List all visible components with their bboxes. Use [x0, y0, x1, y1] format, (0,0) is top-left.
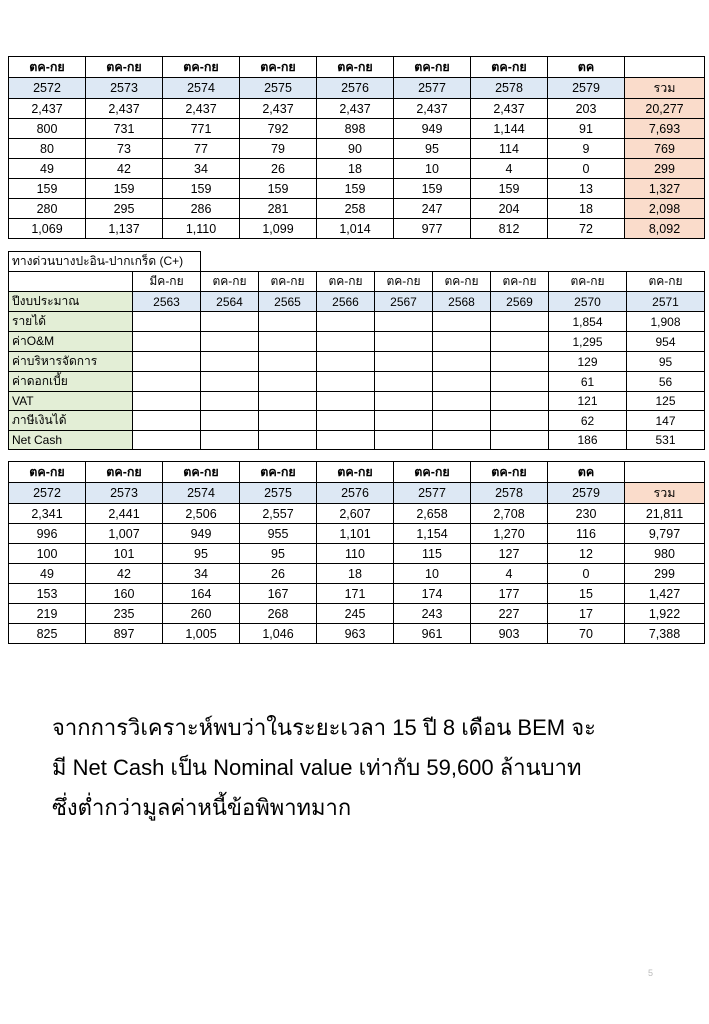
- value-cell: [259, 372, 317, 392]
- value-cell: 62: [549, 411, 627, 431]
- value-cell: 12: [548, 544, 625, 564]
- value-cell: [133, 352, 201, 372]
- column-header: ตค: [548, 462, 625, 483]
- value-cell: [491, 372, 549, 392]
- value-cell: 2,441: [86, 504, 163, 524]
- table-row: [9, 139, 705, 159]
- value-cell: 159: [86, 179, 163, 199]
- value-cell: 110: [317, 544, 394, 564]
- value-cell: 10: [394, 159, 471, 179]
- table-row: [9, 392, 705, 411]
- total-cell: 2,098: [625, 199, 705, 219]
- value-cell: 167: [240, 584, 317, 604]
- value-cell: 771: [163, 119, 240, 139]
- value-cell: 245: [317, 604, 394, 624]
- value-cell: [375, 332, 433, 352]
- total-cell: 1,922: [625, 604, 705, 624]
- value-cell: 1,144: [471, 119, 548, 139]
- value-cell: 127: [471, 544, 548, 564]
- table-row: [9, 372, 705, 392]
- value-cell: 9: [548, 139, 625, 159]
- year-cell: 2563: [133, 292, 201, 312]
- value-cell: 159: [317, 179, 394, 199]
- value-cell: 2,658: [394, 504, 471, 524]
- value-cell: 227: [471, 604, 548, 624]
- year-cell: 2568: [433, 292, 491, 312]
- value-cell: 812: [471, 219, 548, 239]
- table-row: [9, 544, 705, 564]
- value-cell: 4: [471, 564, 548, 584]
- value-cell: 2,437: [163, 99, 240, 119]
- value-cell: 1,007: [86, 524, 163, 544]
- value-cell: 61: [549, 372, 627, 392]
- table-row: [9, 604, 705, 624]
- column-header: ตค-กย: [9, 57, 86, 78]
- value-cell: 10: [394, 564, 471, 584]
- column-header: ตค-กย: [259, 272, 317, 292]
- column-header: ตค-กย: [471, 57, 548, 78]
- year-cell: 2572: [9, 483, 86, 504]
- value-cell: [433, 312, 491, 332]
- column-header: ตค-กย: [86, 57, 163, 78]
- value-cell: 121: [549, 392, 627, 411]
- row-label: รายได้: [9, 312, 133, 332]
- value-cell: 13: [548, 179, 625, 199]
- value-cell: 1,137: [86, 219, 163, 239]
- value-cell: [491, 332, 549, 352]
- value-cell: [133, 431, 201, 450]
- value-cell: [433, 392, 491, 411]
- row-label: ปีงบประมาณ: [9, 292, 133, 312]
- year-cell: 2578: [471, 483, 548, 504]
- value-cell: [201, 332, 259, 352]
- table-row: [9, 219, 705, 239]
- value-cell: 230: [548, 504, 625, 524]
- value-cell: [201, 312, 259, 332]
- table-row: [9, 179, 705, 199]
- total-header: รวม: [625, 78, 705, 99]
- column-header: ตค-กย: [240, 57, 317, 78]
- value-cell: 26: [240, 159, 317, 179]
- paragraph-line: ซึ่งต่ำกว่ามูลค่าหนี้ข้อพิพาทมาก: [52, 795, 352, 820]
- total-cell: 299: [625, 564, 705, 584]
- value-cell: [433, 431, 491, 450]
- value-cell: 996: [9, 524, 86, 544]
- value-cell: 77: [163, 139, 240, 159]
- value-cell: 258: [317, 199, 394, 219]
- column-header: ตค-กย: [394, 462, 471, 483]
- value-cell: 963: [317, 624, 394, 644]
- header-row: [9, 462, 705, 483]
- column-header: ตค-กย: [375, 272, 433, 292]
- value-cell: 42: [86, 564, 163, 584]
- value-cell: 2,437: [317, 99, 394, 119]
- column-header: [625, 462, 705, 483]
- table-row: [9, 411, 705, 431]
- total-cell: 1,327: [625, 179, 705, 199]
- total-cell: 980: [625, 544, 705, 564]
- value-cell: 15: [548, 584, 625, 604]
- value-cell: 2,506: [163, 504, 240, 524]
- value-cell: 1,069: [9, 219, 86, 239]
- value-cell: [133, 372, 201, 392]
- value-cell: 949: [163, 524, 240, 544]
- value-cell: 949: [394, 119, 471, 139]
- value-cell: 898: [317, 119, 394, 139]
- column-header: ตค-กย: [86, 462, 163, 483]
- year-cell: 2572: [9, 78, 86, 99]
- year-cell: 2564: [201, 292, 259, 312]
- value-cell: 90: [317, 139, 394, 159]
- value-cell: 174: [394, 584, 471, 604]
- blank-cell: [549, 252, 627, 272]
- blank-cell: [433, 252, 491, 272]
- value-cell: 2,437: [9, 99, 86, 119]
- value-cell: [317, 372, 375, 392]
- column-header: ตค: [548, 57, 625, 78]
- value-cell: 731: [86, 119, 163, 139]
- value-cell: 2,437: [240, 99, 317, 119]
- year-cell: 2567: [375, 292, 433, 312]
- table-row: [9, 504, 705, 524]
- table-row: [9, 564, 705, 584]
- value-cell: 56: [627, 372, 705, 392]
- value-cell: 115: [394, 544, 471, 564]
- year-cell: 2573: [86, 78, 163, 99]
- table-row: [9, 119, 705, 139]
- value-cell: 243: [394, 604, 471, 624]
- blank-cell: [375, 252, 433, 272]
- value-cell: 1,154: [394, 524, 471, 544]
- table-row: [9, 159, 705, 179]
- value-cell: [259, 352, 317, 372]
- value-cell: [375, 372, 433, 392]
- value-cell: [201, 352, 259, 372]
- value-cell: 114: [471, 139, 548, 159]
- total-cell: 8,092: [625, 219, 705, 239]
- column-header: ตค-กย: [317, 462, 394, 483]
- value-cell: 268: [240, 604, 317, 624]
- total-cell: 20,277: [625, 99, 705, 119]
- value-cell: 0: [548, 564, 625, 584]
- table-row: [9, 99, 705, 119]
- value-cell: [433, 411, 491, 431]
- column-header: [625, 57, 705, 78]
- column-header: ตค-กย: [433, 272, 491, 292]
- value-cell: [317, 431, 375, 450]
- total-cell: 1,427: [625, 584, 705, 604]
- table-row: [9, 312, 705, 332]
- value-cell: 2,341: [9, 504, 86, 524]
- value-cell: 171: [317, 584, 394, 604]
- value-cell: 159: [471, 179, 548, 199]
- value-cell: 159: [240, 179, 317, 199]
- year-cell: 2566: [317, 292, 375, 312]
- value-cell: [317, 411, 375, 431]
- column-header: ตค-กย: [317, 272, 375, 292]
- value-cell: 531: [627, 431, 705, 450]
- value-cell: 1,270: [471, 524, 548, 544]
- value-cell: 116: [548, 524, 625, 544]
- year-cell: 2575: [240, 78, 317, 99]
- year-cell: 2569: [491, 292, 549, 312]
- paragraph-line: จากการวิเคราะห์พบว่าในระยะเวลา 15 ปี 8 เดือน BEM จะ: [52, 715, 596, 740]
- row-label: VAT: [9, 392, 133, 411]
- total-header: รวม: [625, 483, 705, 504]
- blank-cell: [259, 252, 317, 272]
- value-cell: 792: [240, 119, 317, 139]
- value-cell: 235: [86, 604, 163, 624]
- column-header: ตค-กย: [240, 462, 317, 483]
- value-cell: 26: [240, 564, 317, 584]
- value-cell: 18: [317, 159, 394, 179]
- value-cell: 2,437: [86, 99, 163, 119]
- value-cell: 1,110: [163, 219, 240, 239]
- total-cell: 7,388: [625, 624, 705, 644]
- value-cell: 260: [163, 604, 240, 624]
- value-cell: 286: [163, 199, 240, 219]
- value-cell: 977: [394, 219, 471, 239]
- value-cell: 125: [627, 392, 705, 411]
- year-cell: 2578: [471, 78, 548, 99]
- value-cell: 1,099: [240, 219, 317, 239]
- value-cell: 18: [548, 199, 625, 219]
- year-row: [9, 292, 705, 312]
- value-cell: 72: [548, 219, 625, 239]
- value-cell: [375, 352, 433, 372]
- value-cell: [491, 312, 549, 332]
- value-cell: 961: [394, 624, 471, 644]
- value-cell: 91: [548, 119, 625, 139]
- value-cell: [259, 431, 317, 450]
- value-cell: 281: [240, 199, 317, 219]
- column-header: ตค-กย: [549, 272, 627, 292]
- value-cell: 70: [548, 624, 625, 644]
- year-cell: 2574: [163, 483, 240, 504]
- value-cell: [317, 352, 375, 372]
- year-cell: 2571: [627, 292, 705, 312]
- row-label: ภาษีเงินได้: [9, 411, 133, 431]
- data-table-3: [8, 461, 705, 644]
- value-cell: 903: [471, 624, 548, 644]
- value-cell: 95: [163, 544, 240, 564]
- column-header: ตค-กย: [471, 462, 548, 483]
- value-cell: [317, 332, 375, 352]
- value-cell: 295: [86, 199, 163, 219]
- column-header: ตค-กย: [627, 272, 705, 292]
- value-cell: 1,908: [627, 312, 705, 332]
- value-cell: 897: [86, 624, 163, 644]
- column-header: ตค-กย: [163, 57, 240, 78]
- column-header: มีค-กย: [133, 272, 201, 292]
- value-cell: 2,708: [471, 504, 548, 524]
- value-cell: [133, 411, 201, 431]
- value-cell: 825: [9, 624, 86, 644]
- value-cell: 954: [627, 332, 705, 352]
- column-header: ตค-กย: [163, 462, 240, 483]
- table-row: [9, 524, 705, 544]
- value-cell: 280: [9, 199, 86, 219]
- value-cell: 34: [163, 564, 240, 584]
- value-cell: 204: [471, 199, 548, 219]
- value-cell: 1,295: [549, 332, 627, 352]
- table-row: [9, 584, 705, 604]
- value-cell: 800: [9, 119, 86, 139]
- year-row: [9, 483, 705, 504]
- page-number: 5: [647, 968, 653, 978]
- row-label: Net Cash: [9, 431, 133, 450]
- table-row: [9, 332, 705, 352]
- blank-cell: [627, 252, 705, 272]
- column-header: ตค-กย: [491, 272, 549, 292]
- value-cell: [201, 411, 259, 431]
- value-cell: 955: [240, 524, 317, 544]
- value-cell: 203: [548, 99, 625, 119]
- value-cell: 2,437: [471, 99, 548, 119]
- value-cell: [317, 312, 375, 332]
- value-cell: 101: [86, 544, 163, 564]
- value-cell: [201, 372, 259, 392]
- blank-cell: [491, 252, 549, 272]
- value-cell: 49: [9, 159, 86, 179]
- value-cell: [259, 392, 317, 411]
- year-cell: 2579: [548, 483, 625, 504]
- year-cell: 2576: [317, 78, 394, 99]
- paragraph-line: มี Net Cash เป็น Nominal value เท่ากับ 59,600 ล้านบาท: [52, 755, 582, 780]
- value-cell: 18: [317, 564, 394, 584]
- value-cell: 147: [627, 411, 705, 431]
- value-cell: [375, 411, 433, 431]
- header-row: [9, 57, 705, 78]
- blank-cell: [201, 252, 259, 272]
- blank-cell: [317, 252, 375, 272]
- value-cell: 79: [240, 139, 317, 159]
- value-cell: [259, 312, 317, 332]
- year-cell: 2575: [240, 483, 317, 504]
- value-cell: 2,557: [240, 504, 317, 524]
- value-cell: 95: [240, 544, 317, 564]
- blank-cell: [9, 272, 133, 292]
- row-label: ค่าดอกเบี้ย: [9, 372, 133, 392]
- value-cell: 95: [394, 139, 471, 159]
- value-cell: 0: [548, 159, 625, 179]
- value-cell: 2,437: [394, 99, 471, 119]
- year-cell: 2577: [394, 483, 471, 504]
- analysis-paragraph: [52, 708, 672, 828]
- value-cell: [433, 352, 491, 372]
- year-cell: 2579: [548, 78, 625, 99]
- table-row: [9, 431, 705, 450]
- value-cell: 164: [163, 584, 240, 604]
- year-cell: 2565: [259, 292, 317, 312]
- value-cell: 17: [548, 604, 625, 624]
- total-cell: 21,811: [625, 504, 705, 524]
- year-cell: 2574: [163, 78, 240, 99]
- value-cell: 95: [627, 352, 705, 372]
- value-cell: 219: [9, 604, 86, 624]
- value-cell: 159: [9, 179, 86, 199]
- value-cell: 159: [163, 179, 240, 199]
- column-header: ตค-กย: [317, 57, 394, 78]
- total-cell: 9,797: [625, 524, 705, 544]
- year-cell: 2577: [394, 78, 471, 99]
- value-cell: 159: [394, 179, 471, 199]
- table-row: [9, 352, 705, 372]
- value-cell: [259, 411, 317, 431]
- data-table-1: [8, 56, 705, 239]
- row-label: ค่าO&M: [9, 332, 133, 352]
- value-cell: [133, 332, 201, 352]
- value-cell: 42: [86, 159, 163, 179]
- value-cell: [375, 312, 433, 332]
- table-row: [9, 624, 705, 644]
- value-cell: [133, 312, 201, 332]
- table-row: [9, 199, 705, 219]
- value-cell: [433, 372, 491, 392]
- year-cell: 2576: [317, 483, 394, 504]
- column-header: ตค-กย: [394, 57, 471, 78]
- value-cell: 2,607: [317, 504, 394, 524]
- total-cell: 769: [625, 139, 705, 159]
- value-cell: 4: [471, 159, 548, 179]
- header-row: [9, 272, 705, 292]
- value-cell: 186: [549, 431, 627, 450]
- value-cell: 247: [394, 199, 471, 219]
- value-cell: [317, 392, 375, 411]
- value-cell: 1,046: [240, 624, 317, 644]
- data-table-2: [8, 251, 705, 450]
- value-cell: 129: [549, 352, 627, 372]
- value-cell: 177: [471, 584, 548, 604]
- table-title: ทางด่วนบางปะอิน-ปากเกร็ด (C+): [9, 252, 201, 272]
- value-cell: 1,854: [549, 312, 627, 332]
- value-cell: 1,005: [163, 624, 240, 644]
- value-cell: 153: [9, 584, 86, 604]
- value-cell: 80: [9, 139, 86, 159]
- value-cell: [375, 392, 433, 411]
- year-cell: 2573: [86, 483, 163, 504]
- column-header: ตค-กย: [9, 462, 86, 483]
- value-cell: [259, 332, 317, 352]
- value-cell: [201, 392, 259, 411]
- value-cell: [433, 332, 491, 352]
- value-cell: 100: [9, 544, 86, 564]
- value-cell: [375, 431, 433, 450]
- title-row: [9, 252, 705, 272]
- year-row: [9, 78, 705, 99]
- value-cell: 34: [163, 159, 240, 179]
- value-cell: [133, 392, 201, 411]
- value-cell: 73: [86, 139, 163, 159]
- value-cell: 160: [86, 584, 163, 604]
- value-cell: [491, 352, 549, 372]
- value-cell: 1,014: [317, 219, 394, 239]
- value-cell: [491, 392, 549, 411]
- year-cell: 2570: [549, 292, 627, 312]
- total-cell: 7,693: [625, 119, 705, 139]
- value-cell: 49: [9, 564, 86, 584]
- value-cell: [491, 431, 549, 450]
- column-header: ตค-กย: [201, 272, 259, 292]
- value-cell: 1,101: [317, 524, 394, 544]
- value-cell: [201, 431, 259, 450]
- row-label: ค่าบริหารจัดการ: [9, 352, 133, 372]
- total-cell: 299: [625, 159, 705, 179]
- value-cell: [491, 411, 549, 431]
